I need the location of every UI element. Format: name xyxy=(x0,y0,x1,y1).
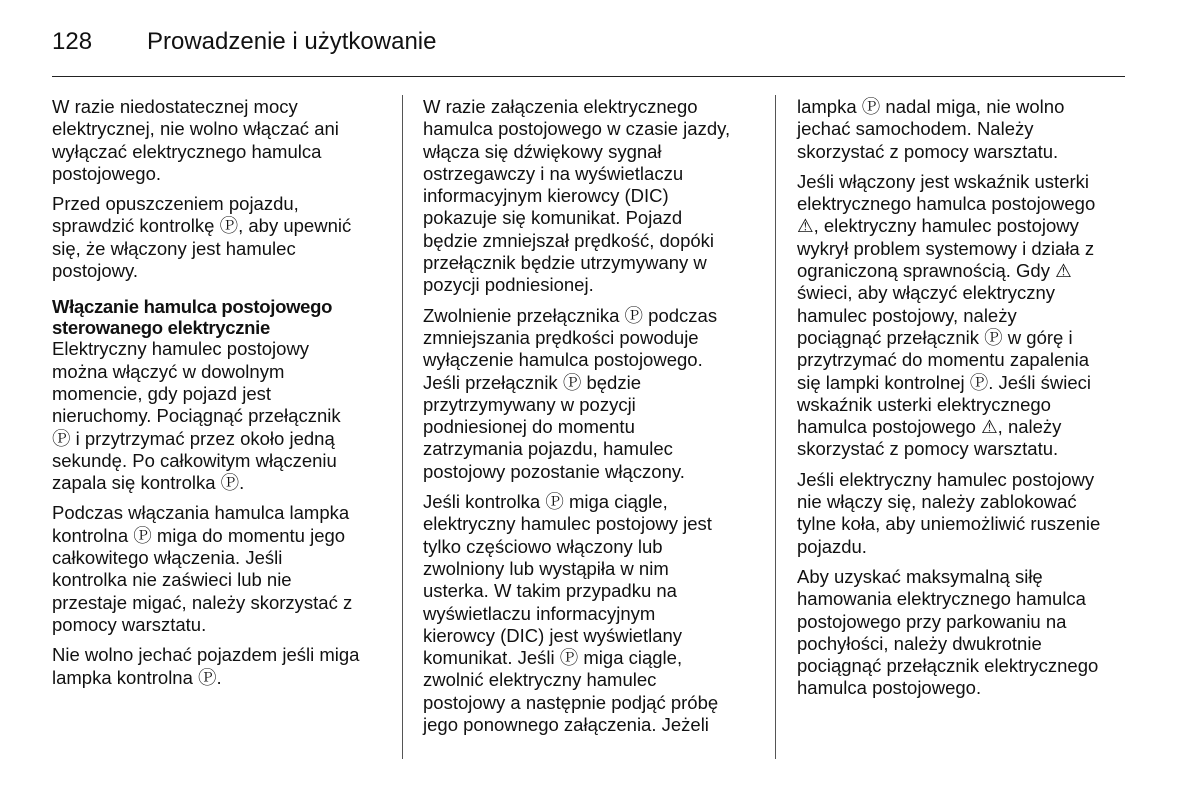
text-line: można włączyć w dowolnym xyxy=(52,360,285,382)
text-line: jego ponownego załączenia. Jeżeli xyxy=(423,714,709,736)
text-line: pochyłości, należy dwukrotnie xyxy=(797,632,1042,654)
text-line: się lampki kontrolnej Ⓟ. Jeśli świeci xyxy=(797,371,1092,393)
text-line: nie włączy się, należy zablokować xyxy=(797,491,1077,513)
text-line: W razie niedostatecznej mocy xyxy=(52,96,298,117)
text-line: jechać samochodem. Należy xyxy=(797,118,1034,140)
text-line: Podczas włączania hamulca lampka xyxy=(52,502,350,524)
text-line: przytrzymywany w pozycji xyxy=(423,393,636,415)
text-line: skorzystać z pomocy warsztatu. xyxy=(797,438,1059,460)
text-line: ostrzegawczy i na wyświetlaczu xyxy=(423,162,684,184)
text-line: skorzystać z pomocy warsztatu. xyxy=(797,140,1059,162)
paragraph xyxy=(52,338,392,494)
text-line: kontrolka nie zaświeci lub nie xyxy=(52,569,292,591)
text-line: wyświetlaczu informacyjnym xyxy=(423,602,656,624)
column-divider xyxy=(402,95,403,759)
text-line: pociągnąć przełącznik Ⓟ w górę i xyxy=(797,326,1073,348)
text-line: się, że włączony jest hamulec xyxy=(52,237,296,259)
text-line: sprawdzić kontrolkę Ⓟ, aby upewnić xyxy=(52,215,352,237)
text-line: usterka. W takim przypadku na xyxy=(423,580,677,602)
text-line: Jeśli włączony jest wskaźnik usterki xyxy=(797,170,1089,192)
text-line: przestaje migać, należy skorzystać z xyxy=(52,591,353,613)
text-line: zwolniony lub wystąpiła w nim xyxy=(423,557,669,579)
text-line: wyłączać elektrycznego hamulca xyxy=(52,140,322,162)
text-line: całkowitego włączenia. Jeśli xyxy=(52,547,283,569)
text-line: ⚠, elektryczny hamulec postojowy xyxy=(797,215,1079,237)
text-line: pomocy warsztatu. xyxy=(52,613,207,635)
text-line: komunikat. Jeśli Ⓟ miga ciągle, xyxy=(423,647,683,669)
text-line: nieruchomy. Pociągnąć przełącznik xyxy=(52,405,341,427)
text-line: zapala się kontrolka Ⓟ. xyxy=(52,472,245,494)
text-line: Aby uzyskać maksymalną siłę xyxy=(797,565,1043,587)
text-line: postojowy pozostanie włączony. xyxy=(423,460,685,482)
paragraph xyxy=(52,502,392,636)
text-line: Włączanie hamulca postojowego xyxy=(52,296,333,318)
text-line: podniesionej do momentu xyxy=(423,416,635,438)
text-line: momencie, gdy pojazd jest xyxy=(52,382,272,404)
text-line: Ⓟ i przytrzymać przez około jedną xyxy=(52,427,335,449)
paragraph xyxy=(797,469,1127,558)
page-title: Prowadzenie i użytkowanie xyxy=(147,28,437,55)
text-column-1 xyxy=(52,96,392,697)
text-line: sterowanego elektrycznie xyxy=(52,317,270,339)
text-line: ograniczoną sprawnością. Gdy ⚠ xyxy=(797,260,1072,282)
paragraph xyxy=(797,171,1127,461)
section-heading xyxy=(52,296,392,338)
text-line: hamulca postojowego ⚠, należy xyxy=(797,416,1062,438)
page-number: 128 xyxy=(52,28,93,55)
text-line: kierowcy (DIC) jest wyświetlany xyxy=(423,624,683,646)
text-line: W razie załączenia elektrycznego xyxy=(423,96,698,117)
text-line: hamulca postojowego w czasie jazdy, xyxy=(423,118,731,140)
paragraph xyxy=(423,305,763,483)
text-line: wyłączenie hamulca postojowego. xyxy=(423,349,703,371)
text-line: postojowy a następnie podjąć próbę xyxy=(423,691,719,713)
text-line: zwolnić elektryczny hamulec xyxy=(423,669,657,691)
text-line: wykrył problem systemowy i działa z xyxy=(797,237,1095,259)
paragraph xyxy=(52,96,392,185)
text-line: sekundę. Po całkowitym włączeniu xyxy=(52,449,337,471)
text-line: hamowania elektrycznego hamulca xyxy=(797,588,1086,610)
text-line: Nie wolno jechać pojazdem jeśli miga xyxy=(52,644,360,666)
paragraph xyxy=(797,566,1127,700)
text-line: pokazuje się komunikat. Pojazd xyxy=(423,207,683,229)
paragraph xyxy=(52,193,392,282)
text-line: Elektryczny hamulec postojowy xyxy=(52,338,310,360)
text-line: Zwolnienie przełącznika Ⓟ podczas xyxy=(423,304,718,326)
text-line: elektrycznego hamulca postojowego xyxy=(797,193,1096,215)
text-line: pojazdu. xyxy=(797,535,867,557)
text-column-2 xyxy=(423,96,763,744)
text-line: postojowego. xyxy=(52,162,162,184)
column-divider xyxy=(775,95,776,759)
text-line: tylne koła, aby uniemożliwić ruszenie xyxy=(797,513,1101,535)
paragraph xyxy=(423,96,763,297)
text-line: zatrzymania pojazdu, hamulec xyxy=(423,438,673,460)
text-line: hamulca postojowego. xyxy=(797,677,982,699)
text-line: elektrycznej, nie wolno włączać ani xyxy=(52,118,339,140)
text-line: przytrzymać do momentu zapalenia xyxy=(797,349,1090,371)
text-line: zmniejszania prędkości powoduje xyxy=(423,326,699,348)
text-line: wskaźnik usterki elektrycznego xyxy=(797,393,1051,415)
text-line: będzie zmniejszał prędkość, dopóki xyxy=(423,229,715,251)
text-line: kontrolna Ⓟ miga do momentu jego xyxy=(52,524,346,546)
text-line: informacyjnym kierowcy (DIC) xyxy=(423,185,669,207)
header-rule xyxy=(52,76,1125,77)
text-line: postojowego przy parkowaniu na xyxy=(797,610,1067,632)
text-line: przełącznik będzie utrzymywany w xyxy=(423,252,707,274)
text-line: pozycji podniesionej. xyxy=(423,274,594,296)
text-line: Jeśli kontrolka Ⓟ miga ciągle, xyxy=(423,491,668,513)
text-column-3 xyxy=(797,96,1127,708)
text-line: Jeśli elektryczny hamulec postojowy xyxy=(797,468,1095,490)
paragraph xyxy=(423,491,763,736)
text-line: włącza się dźwiękowy sygnał xyxy=(423,140,662,162)
text-line: tylko częściowo włączony lub xyxy=(423,535,663,557)
text-line: Jeśli przełącznik Ⓟ będzie xyxy=(423,371,641,393)
text-line: lampka kontrolna Ⓟ. xyxy=(52,666,222,688)
text-line: Przed opuszczeniem pojazdu, xyxy=(52,193,299,215)
text-line: hamulec postojowy, należy xyxy=(797,304,1017,326)
text-line: lampka Ⓟ nadal miga, nie wolno xyxy=(797,96,1065,117)
paragraph xyxy=(52,644,392,689)
paragraph xyxy=(797,96,1127,163)
text-line: pociągnąć przełącznik elektrycznego xyxy=(797,655,1099,677)
text-line: postojowy. xyxy=(52,260,139,282)
text-line: świeci, aby włączyć elektryczny xyxy=(797,282,1056,304)
text-line: elektryczny hamulec postojowy jest xyxy=(423,513,712,535)
